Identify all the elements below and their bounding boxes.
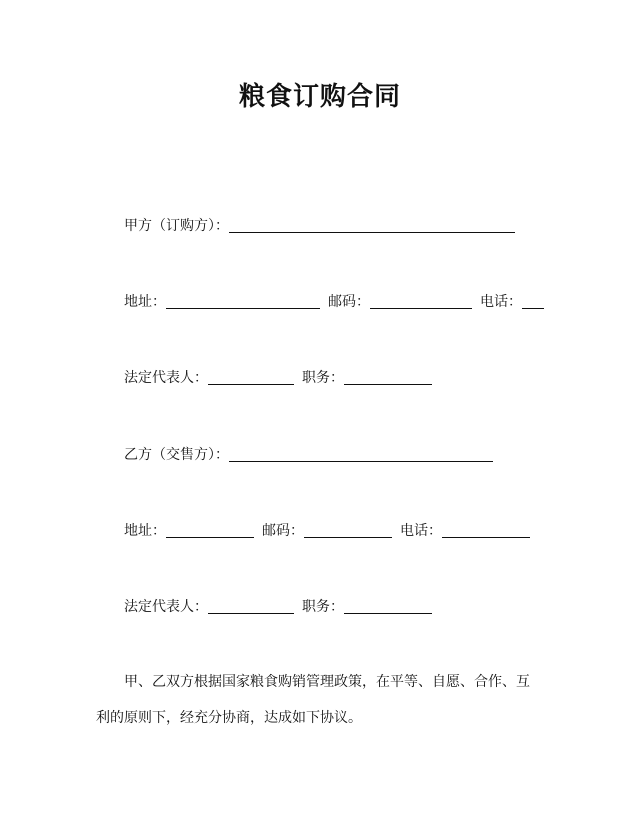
- party-b-legal-rep-label: 法定代表人：: [124, 599, 208, 615]
- intro-line-2: 利的原则下，经充分协商，达成如下协议。: [96, 710, 362, 726]
- party-a-phone-label: 电话：: [480, 294, 522, 310]
- party-a-rep-row: [124, 364, 432, 388]
- intro-line-1: 甲、乙双方根据国家粮食购销管理政策，在平等、自愿、合作、互: [124, 674, 530, 690]
- party-a-name-field[interactable]: [229, 216, 515, 233]
- party-a-address-label: 地址：: [124, 294, 166, 310]
- party-b-contact-row: [124, 517, 530, 541]
- party-b-position-field[interactable]: [344, 597, 432, 614]
- party-a-address-field[interactable]: [166, 292, 320, 309]
- party-b-address-field[interactable]: [166, 521, 254, 538]
- party-a-postcode-field[interactable]: [370, 292, 472, 309]
- party-a-legal-rep-label: 法定代表人：: [124, 370, 208, 386]
- party-a-label: 甲方（订购方）：: [124, 218, 229, 234]
- party-b-phone-field[interactable]: [442, 521, 530, 538]
- party-b-address-label: 地址：: [124, 523, 166, 539]
- party-b-postcode-field[interactable]: [304, 521, 392, 538]
- party-a-postcode-label: 邮码：: [328, 294, 370, 310]
- party-a-legal-rep-field[interactable]: [208, 368, 294, 385]
- party-a-position-field[interactable]: [344, 368, 432, 385]
- intro-paragraph: [96, 664, 548, 736]
- party-b-postcode-label: 邮码：: [262, 523, 304, 539]
- party-b-legal-rep-field[interactable]: [208, 597, 294, 614]
- party-a-contact-row: [124, 288, 544, 312]
- party-a-row: [124, 212, 515, 236]
- party-b-rep-row: [124, 593, 432, 617]
- party-b-phone-label: 电话：: [400, 523, 442, 539]
- party-a-position-label: 职务：: [302, 370, 344, 386]
- document-title: 粮食订购合同: [238, 82, 401, 112]
- party-b-name-field[interactable]: [229, 445, 493, 462]
- party-b-position-label: 职务：: [302, 599, 344, 615]
- party-b-row: [124, 441, 493, 465]
- party-b-label: 乙方（交售方）：: [124, 447, 229, 463]
- party-a-phone-field[interactable]: [522, 292, 544, 309]
